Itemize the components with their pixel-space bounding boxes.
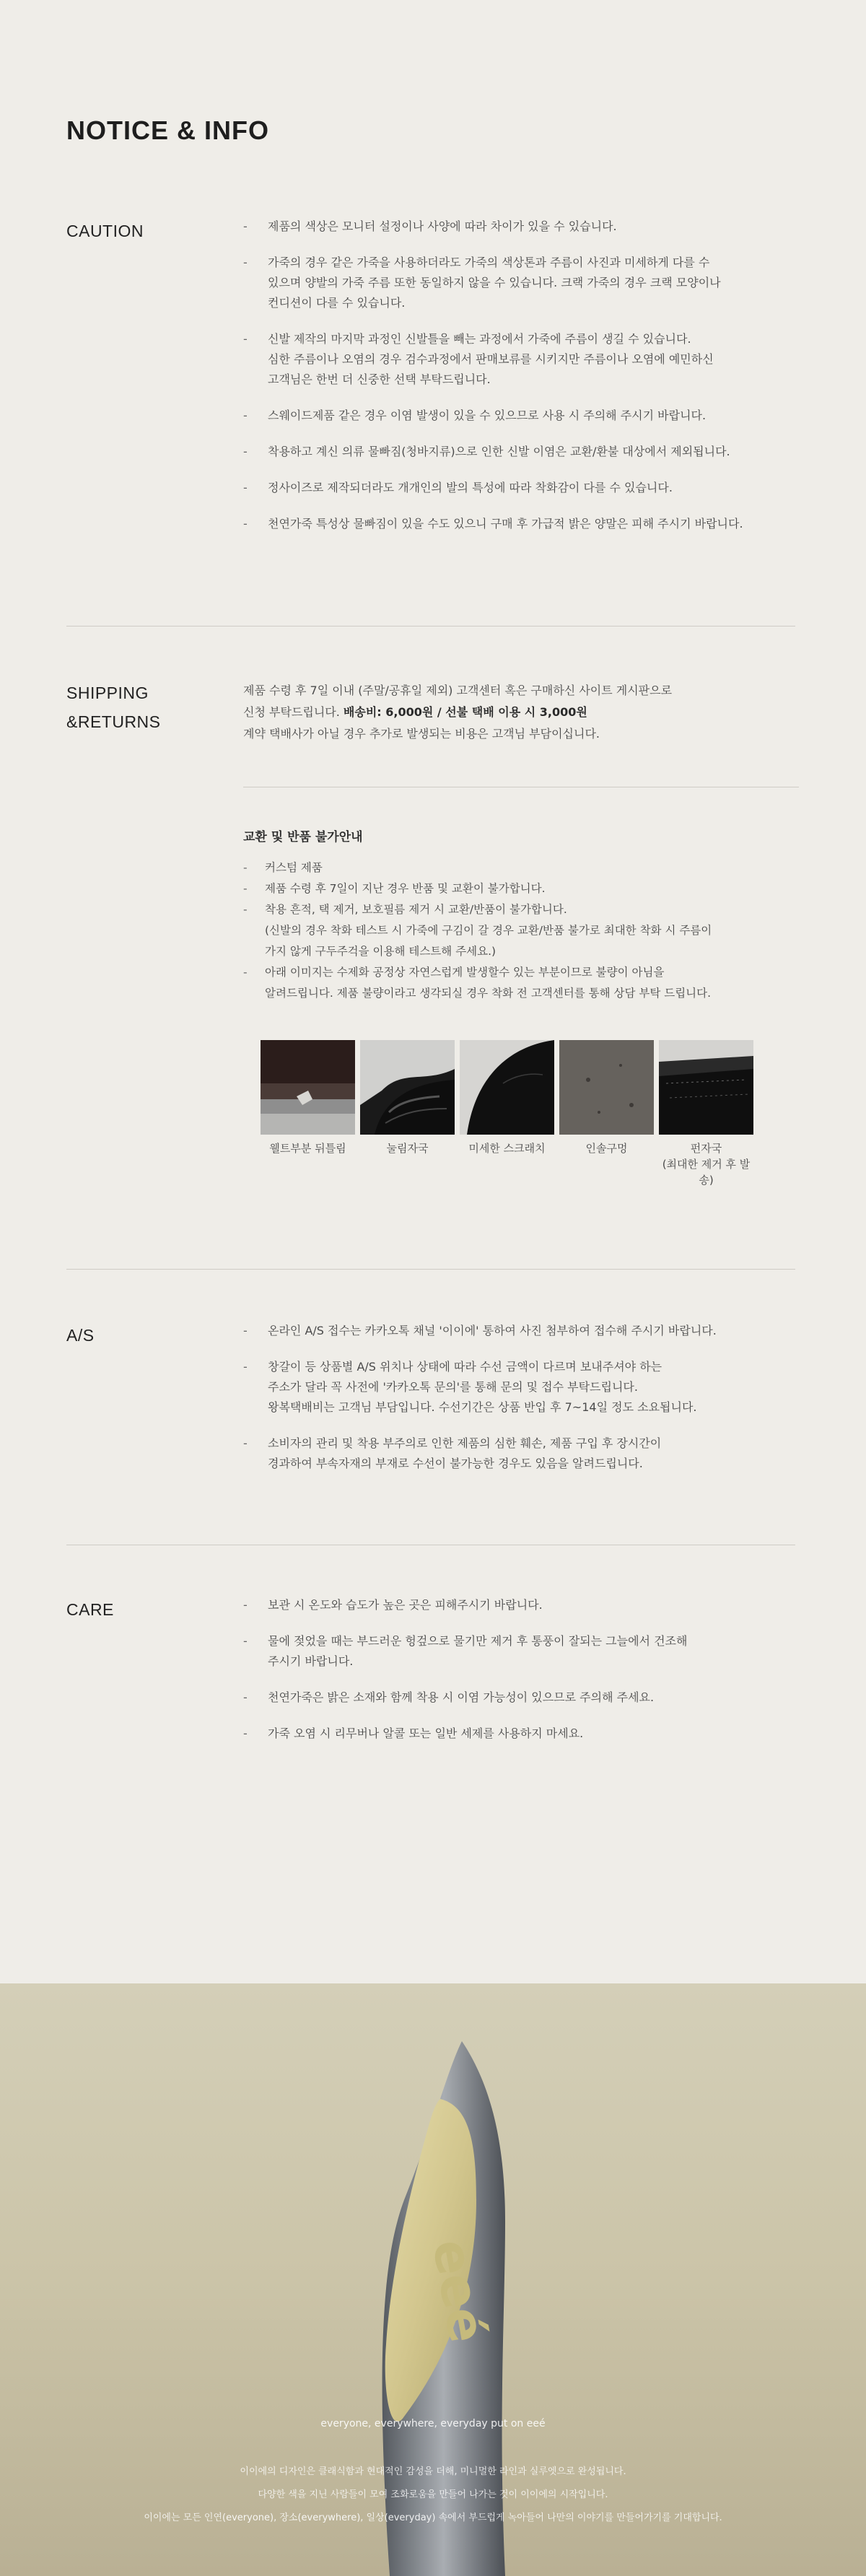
list-item-line: 고객님은 한번 더 신중한 선택 부탁드립니다. [268,372,491,386]
list-item [243,1631,799,1672]
list-item-line: - 가죽의 경우 같은 가죽을 사용하더라도 가죽의 색상톤과 주름이 사진과 미세하게 다를 수 [268,256,710,269]
list-item-line: 심한 주름이나 오염의 경우 검수과정에서 판매보류를 시키지만 주름이나 오염에 예민하신 [268,352,714,366]
list-item-line: 있으며 양발의 가죽 주름 또한 동일하지 않을 수 있습니다. 크랙 가죽의 경우 크랙 모양이나 [268,276,721,289]
divider [66,1269,795,1270]
shipping-label-line1: SHIPPING [66,684,149,702]
as-section [66,1321,795,1509]
shipping-line-2 [243,702,799,723]
care-list [243,1595,799,1744]
list-item-line: - 정사이즈로 제작되더라도 개개인의 발의 특성에 따라 착화감이 다를 수 있습니다. [268,481,673,494]
list-item [243,1433,799,1474]
list-item [243,1595,799,1615]
shipping-line-2-text: 신청 부탁드립니다. [243,705,344,719]
defect-thumb-insole [559,1040,654,1188]
as-list [243,1321,799,1474]
list-item [243,329,799,390]
defect-caption: 인솔구멍 [585,1142,628,1155]
list-item-line: 가지 않게 구두주걱을 이용해 테스트해 주세요.) [265,945,497,958]
list-item-line: 주시기 바랍니다. [268,1654,354,1668]
list-item-line: - 소비자의 관리 및 착용 부주의로 인한 제품의 심한 훼손, 제품 구입 후 장시간이 [268,1436,662,1450]
list-item [243,899,799,962]
list-item-line: - 온라인 A/S 접수는 카카오톡 채널 '이이에' 통하여 사진 첨부하여 접수해 주시기 바랍니다. [268,1324,717,1337]
caution-section [66,217,795,577]
defect-caption: 웰트부분 뒤틀림 [269,1142,346,1155]
list-item [243,217,799,237]
welt-twist-image [261,1040,355,1135]
defect-thumb-welt [261,1040,355,1188]
list-item-line: - 보관 시 온도와 습도가 높은 곳은 피해주시기 바랍니다. [268,1598,543,1612]
list-item-line: 알려드립니다. 제품 불량이라고 생각되실 경우 착화 전 고객센터를 통해 상담 부탁 드립니다. [265,987,712,1000]
banner-line-3: 이이에는 모든 인연(everyone), 장소(everywhere), 일상(everyday) 속에서 부드럽게 녹아들어 나만의 이야기를 만들어가기를 기대합니다. [144,2512,722,2523]
svg-text:eeé: eeé [421,2235,497,2347]
list-item-line: - 아래 이미지는 수제화 공정상 자연스럽게 발생할수 있는 부분이므로 불량이 아님을 [265,966,665,979]
list-item [243,1321,799,1341]
nonreturn-title: 교환 및 반품 불가안내 [243,830,363,844]
shipping-label-line2: &RETURNS [66,712,161,731]
list-item [243,962,799,1004]
banner-tagline: everyone, everywhere, everyday put on eeé [320,2418,546,2429]
list-item-line: - 스웨이드제품 같은 경우 이염 발생이 있을 수 있으므로 사용 시 주의해 주시기 바랍니다. [268,409,707,422]
care-label: CARE [66,1600,114,1619]
list-item [243,857,799,878]
shipping-returns-section [66,678,795,1256]
defect-examples [261,1040,799,1188]
list-item [243,478,799,498]
list-item-line: - 신발 제작의 마지막 과정인 신발틀을 빼는 과정에서 가죽에 주름이 생길 수 있습니다. [268,332,691,346]
defect-caption: 눌림자국 [386,1142,429,1155]
page-title: NOTICE & INFO [66,115,269,145]
fine-scratch-image [460,1040,554,1135]
list-item-line: 컨디션이 다를 수 있습니다. [268,296,406,310]
banner-line-1: 이이에의 디자인은 클래식함과 현대적인 감성을 더해, 미니멀한 라인과 실루엣으로 완성됩니다. [240,2466,626,2477]
shipping-line-1: 제품 수령 후 7일 이내 (주말/공휴일 제외) 고객센터 혹은 구매하신 사이트 게시판으로 [243,684,673,697]
list-item [243,253,799,313]
list-item [243,1357,799,1418]
list-item-line: - 커스텀 제품 [265,861,323,874]
list-item-line: - 천연가죽 특성상 물빠짐이 있을 수도 있으니 구매 후 가급적 밝은 양말은 피해 주시기 바랍니다. [268,517,743,531]
list-item-line: - 물에 젖었을 때는 부드러운 헝겊으로 물기만 제거 후 통풍이 잘되는 그늘에서 건조해 [268,1634,688,1648]
press-mark-image [360,1040,455,1135]
insole-hole-image [559,1040,654,1135]
shipping-line-3: 계약 택배사가 아닐 경우 추가로 발생되는 비용은 고객님 부담이십니다. [243,727,600,741]
list-item-line: - 가죽 오염 시 리무버나 알콜 또는 일반 세제를 사용하지 마세요. [268,1726,584,1740]
list-item-line: - 착용 흔적, 택 제거, 보호필름 제거 시 교환/반품이 불가합니다. [265,903,567,916]
list-item [243,406,799,426]
shipping-label [66,678,161,736]
punch-mark-image [659,1040,753,1135]
caution-list [243,217,799,534]
list-item-line: (신발의 경우 착화 테스트 시 가죽에 구김이 갈 경우 교환/반품 불가로 최대한 착화 시 주름이 [265,924,712,937]
nonreturn-list [243,857,799,1004]
list-item-line: - 창갈이 등 상품별 A/S 위치나 상태에 따라 수선 금액이 다르며 보내주셔야 하는 [268,1360,662,1374]
list-item [243,1688,799,1708]
list-item-line: - 착용하고 계신 의류 물빠짐(청바지류)으로 인한 신발 이염은 교환/환불 대상에서 제외됩니다. [268,445,730,458]
list-item [243,878,799,899]
defect-thumb-punch [659,1040,753,1188]
brand-banner [0,1983,866,2576]
defect-caption-line1: 펀자국 [690,1142,722,1155]
list-item-line: - 제품의 색상은 모니터 설정이나 사양에 따라 차이가 있을 수 있습니다. [268,219,617,233]
caution-label: CAUTION [66,222,144,240]
defect-thumb-press [360,1040,455,1188]
defect-caption [659,1140,753,1188]
list-item-line: - 천연가죽은 밝은 소재와 함께 착용 시 이염 가능성이 있으므로 주의해 주세요. [268,1690,655,1704]
list-item [243,1724,799,1744]
list-item-line: - 제품 수령 후 7일이 지난 경우 반품 및 교환이 불가합니다. [265,882,546,895]
care-section [66,1595,795,1783]
list-item-line: 경과하여 부속자재의 부재로 수선이 불가능한 경우도 있음을 알려드립니다. [268,1457,643,1470]
list-item-line: 주소가 달라 꼭 사전에 '카카오톡 문의'를 통해 문의 및 접수 부탁드립니다. [268,1380,638,1394]
as-label: A/S [66,1326,95,1345]
list-item [243,442,799,462]
defect-caption-line2: (최대한 제거 후 발송) [662,1158,751,1187]
list-item [243,514,799,534]
banner-line-2: 다양한 색을 지닌 사람들이 모여 조화로움을 만들어 나가는 것이 이이에의 시작입니다. [258,2489,608,2500]
shipping-fee-text: 배송비: 6,000원 / 선불 택배 이용 시 3,000원 [343,705,587,719]
defect-thumb-scratch [460,1040,554,1188]
defect-caption: 미세한 스크래치 [468,1142,546,1155]
list-item-line: 왕복택배비는 고객님 부담입니다. 수선기간은 상품 반입 후 7~14일 정도 소요됩니다. [268,1400,697,1414]
